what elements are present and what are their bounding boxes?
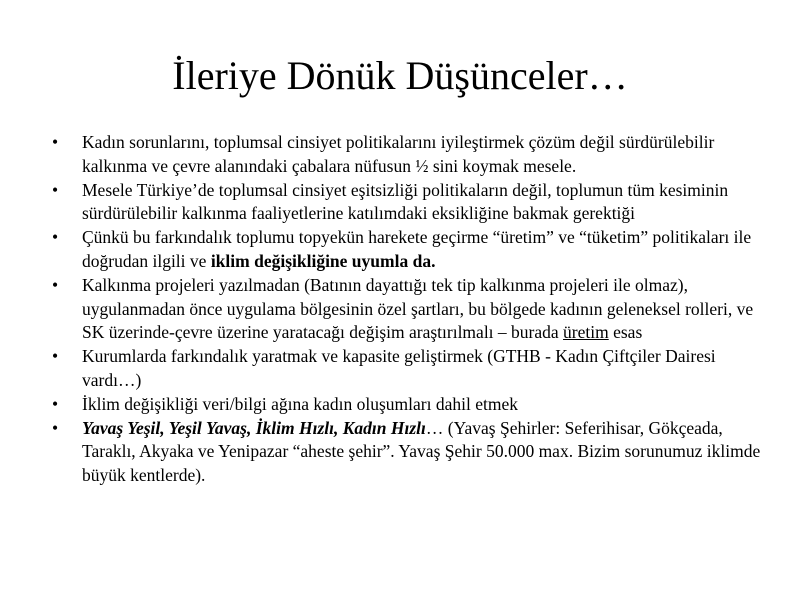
bullet-text: Kadın sorunlarını, toplumsal cinsiyet politikalarını iyileştirmek çözüm değil sürdürülebilir kalkınma ve çevre alanındaki çabalara nüfusun ½ sini koymak mesele.	[82, 132, 715, 176]
bullet-bold-text: iklim değişikliğine uyumla da.	[210, 250, 436, 271]
bullet-text: Kurumlarda farkındalık yaratmak ve kapasite geliştirmek (GTHB - Kadın Çiftçiler Dairesi vardı…)	[82, 346, 716, 390]
bullet-item	[52, 345, 764, 393]
bullet-item	[52, 131, 764, 179]
bullet-text-end: … (Yavaş Şehirler: Seferihisar, Gökçeada, Taraklı, Akyaka ve Yenipazar “aheste şehir”. Yavaş Şehir 50.000 max. Bizim sorunumuz iklimde büyük kentlerde).	[82, 417, 761, 486]
bullet-text: Çünkü bu farkındalık toplumu topyekün harekete geçirme “üretim” ve “tüketim” politikaları ile doğrudan ilgili ve	[82, 227, 752, 271]
bullet-icon: •	[52, 346, 59, 367]
bullet-icon: •	[52, 417, 59, 438]
bullet-icon: •	[52, 227, 59, 248]
bullet-underlined-text: üretim	[563, 322, 609, 343]
bullet-bold-italic-text: Yavaş Yeşil, Yeşil Yavaş, İklim Hızlı, Kadın Hızlı	[82, 417, 426, 438]
bullet-icon: •	[52, 132, 59, 152]
bullet-item	[52, 226, 764, 274]
bullet-text: Mesele Türkiye’de toplumsal cinsiyet eşitsizliği politikaların değil, toplumun tüm kesiminin sürdürülebilir kalkınma faaliyetlerine katılımdaki eksikliğine bakmak gerektiği	[82, 179, 729, 224]
bullet-text: İklim değişikliği veri/bilgi ağına kadın oluşumları dahil etmek	[82, 393, 518, 414]
bullet-text-end: esas	[608, 322, 643, 343]
bullet-item	[52, 274, 764, 345]
bullet-list	[52, 131, 764, 488]
slide-title: İleriye Dönük Düşünceler…	[172, 53, 628, 98]
bullet-item	[52, 179, 764, 227]
bullet-item	[52, 393, 764, 417]
bullet-icon: •	[52, 179, 59, 200]
bullet-icon: •	[52, 274, 59, 295]
bullet-icon: •	[52, 393, 59, 414]
bullet-text: Kalkınma projeleri yazılmadan (Batının dayattığı tek tip kalkınma projeleri ile olmaz), uygulanmadan önce uygulama bölgesinin özel şartları, bu bölgede kadının geleneksel rolleri, ve SK üzerinde-çevre üzerine yaratacağı değişim araştırılmalı – burada	[82, 274, 754, 343]
bullet-item	[52, 417, 764, 488]
